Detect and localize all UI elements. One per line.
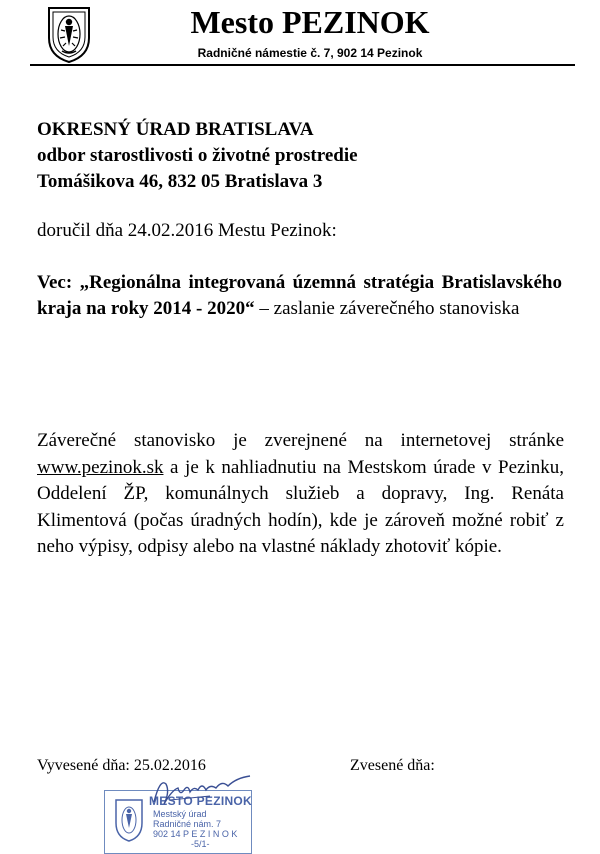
handwritten-signature — [150, 772, 260, 812]
subject-rest: – zaslanie záverečného stanoviska — [259, 298, 520, 319]
posted-date: Vyvesené dňa: 25.02.2016 — [37, 757, 206, 774]
stamp-postcode: 902 14 P E Z I N O K — [153, 829, 238, 839]
subject-title: „Regionálna integrovaná územná stratégia Bratislavského kraja na roky 2014 - 2020“ — [37, 272, 562, 319]
town-address: Radničné námestie č. 7, 902 14 Pezinok — [197, 46, 423, 60]
town-name: Mesto PEZINOK — [190, 4, 430, 40]
town-coat-of-arms-icon — [44, 4, 94, 64]
subject-label: Vec: — [37, 272, 73, 293]
recipient-department: odbor starostlivosti o životné prostredie — [37, 145, 358, 166]
header-divider — [30, 64, 575, 66]
body-paragraph — [37, 428, 564, 561]
body-text-end: a je k nahliadnutiu na Mestskom úrade v Pezinku, Oddelení ŽP, komunálnych služieb a dopravy, Ing. Renáta Klimentová (počas úradných hodín), kde je zároveň možné robiť z neho výpisy, odpisy alebo na vlastné náklady zhotoviť kópie. — [37, 456, 564, 557]
stamp-address: Radničné nám. 7 — [153, 819, 222, 829]
recipient-address: Tomášikova 46, 832 05 Bratislava 3 — [37, 171, 323, 192]
recipient-block — [37, 117, 557, 195]
stamp-coat-of-arms-icon — [113, 797, 145, 843]
body-text-start: Záverečné stanovisko je zverejnené na internetovej stránke — [37, 430, 564, 451]
stamp-title: MESTO PEZINOK — [149, 794, 253, 808]
delivered-note: doručil dňa 24.02.2016 Mestu Pezinok: — [37, 220, 337, 241]
stamp-office: Mestský úrad — [153, 809, 207, 819]
recipient-office: OKRESNÝ ÚRAD BRATISLAVA — [37, 119, 314, 140]
website-link[interactable]: www.pezinok.sk — [37, 456, 164, 478]
removed-date: Zvesené dňa: — [350, 757, 435, 774]
subject-block — [37, 270, 562, 322]
stamp-number: -5/1- — [191, 839, 210, 849]
